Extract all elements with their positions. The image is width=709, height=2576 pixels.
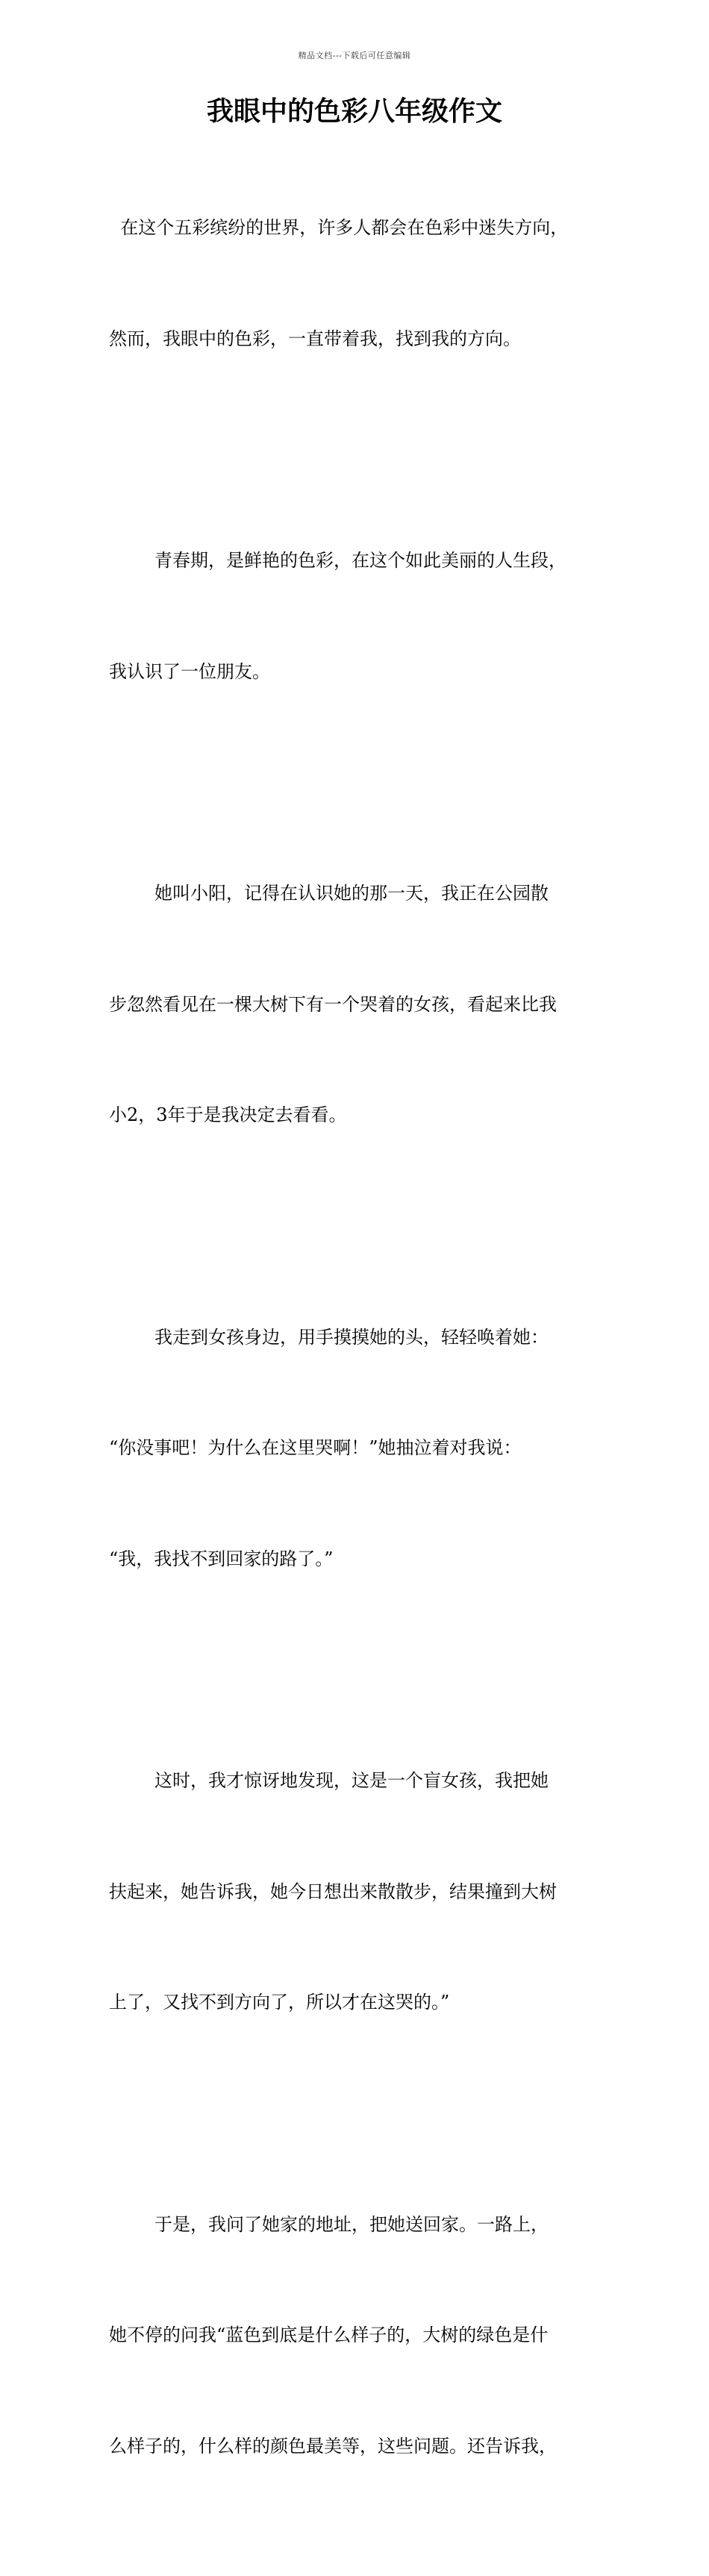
text-line: “你没事吧！为什么在这里哭啊！”她抽泣着对我说： [109, 1437, 522, 1458]
text-line: 步忽然看见在一棵大树下有一个哭着的女孩，看起来比我 [109, 993, 557, 1015]
text-line: 青春期，是鲜艳的色彩，在这个如此美丽的人生段， [109, 550, 567, 571]
paragraph-2 [109, 469, 609, 764]
text-line: 上了，又找不到方向了，所以才在这哭的。” [109, 1992, 450, 2013]
paragraph-4 [109, 1245, 609, 1652]
paragraph-1 [109, 136, 609, 431]
text-line: 扶起来，她告诉我，她今日想出来散散步，结果撞到大树 [109, 1881, 557, 1902]
text-line: 在这个五彩缤纷的世界，许多人都会在色彩中迷失方向， [109, 217, 569, 238]
text-line: 我走到女孩身边，用手摸摸她的头，轻轻唤着她： [109, 1326, 549, 1348]
header-note: 精品文档---下载后可任意编辑 [298, 51, 411, 60]
document-title: 我眼中的色彩八年级作文 [206, 96, 502, 127]
text-line: “我，我找不到回家的路了。” [109, 1548, 334, 1569]
document-body [109, 136, 609, 2576]
text-line: 然而，我眼中的色彩，一直带着我，找到我的方向。 [109, 328, 521, 349]
text-line: 小2，3年于是我决定去看看。 [109, 1104, 347, 1125]
paragraph-5 [109, 1689, 609, 2095]
paragraph-3 [109, 801, 609, 1208]
text-line: 她叫小阳，记得在认识她的那一天，我正在公园散 [109, 883, 549, 904]
text-line: 于是，我问了她家的地址，把她送回家。一路上， [109, 2213, 549, 2235]
paragraph-6 [109, 2133, 609, 2539]
text-line: 么样子的，什么样的颜色最美等，这些问题。还告诉我， [109, 2435, 557, 2457]
text-line: 这时，我才惊讶地发现，这是一个盲女孩，我把她 [109, 1770, 549, 1791]
text-line: 我认识了一位朋友。 [109, 660, 270, 682]
text-line: 她不停的问我“蓝色到底是什么样子的，大树的绿色是什 [109, 2325, 549, 2345]
